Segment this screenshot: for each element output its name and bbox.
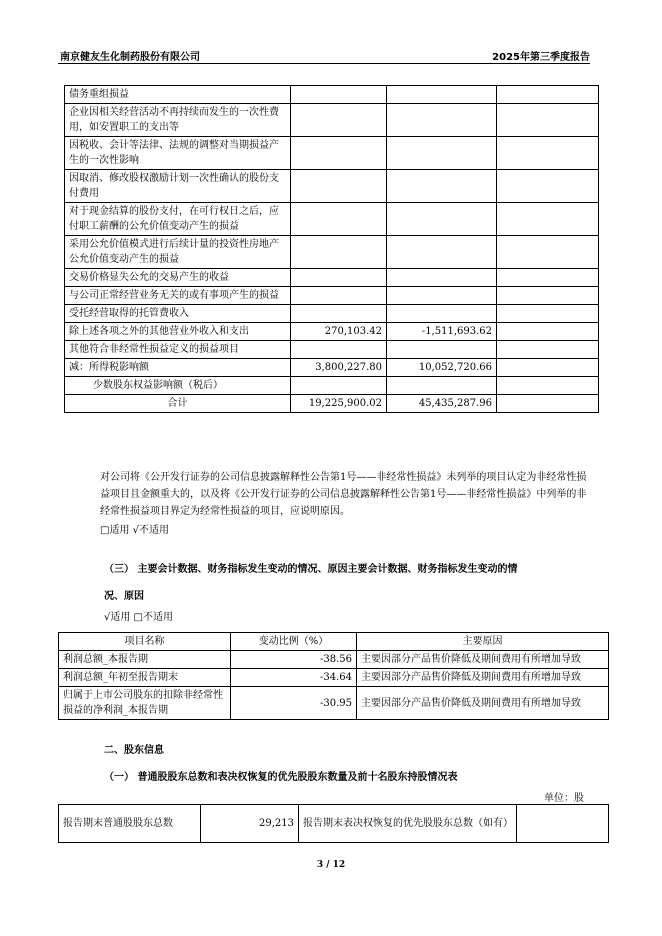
row-label: 因取消、修改股权激励计划一次性确认的股份支付费用 <box>65 170 291 203</box>
row-value-current <box>291 377 387 395</box>
preferred-shareholders-value <box>517 805 609 843</box>
table-row <box>59 687 609 720</box>
row-value-ytd <box>387 269 497 287</box>
row-value-current <box>291 341 387 359</box>
table-row <box>59 651 609 669</box>
change-table-header-row <box>59 633 609 651</box>
change-ratio-cell: -38.56 <box>231 651 357 669</box>
table-row <box>65 137 599 170</box>
row-value-ytd <box>387 137 497 170</box>
change-reason-cell: 主要因部分产品售价降低及期间费用有所增加导致 <box>357 651 609 669</box>
row-note <box>497 341 599 359</box>
table-row <box>65 236 599 269</box>
applicability-options-2: √适用 □不适用 <box>104 612 173 623</box>
row-value-ytd <box>387 236 497 269</box>
row-label: 与公司正常经营业务无关的或有事项产生的损益 <box>65 287 291 305</box>
table-row <box>65 269 599 287</box>
row-value-current <box>291 170 387 203</box>
header-company: 南京健友生化制药股份有限公司 <box>60 52 200 63</box>
table-row <box>65 86 599 104</box>
table-row <box>65 104 599 137</box>
col-header-ratio: 变动比例（%） <box>231 633 357 651</box>
header-divider <box>58 63 590 64</box>
shareholder-count-row <box>59 805 609 843</box>
row-label: 少数股东权益影响额（税后） <box>65 377 291 395</box>
row-value-ytd <box>387 287 497 305</box>
row-note <box>497 305 599 323</box>
col-header-reason: 主要原因 <box>357 633 609 651</box>
row-note <box>497 236 599 269</box>
explanation-paragraph: 对公司将《公开发行证券的公司信息披露解释性公告第1号——非经常性损益》未列举的项目认定为非经常性损益项目且金额重大的，以及将《公开发行证券的公司信息披露解释性公告第1号——非经常性损益》中列举的非经常性损益项目界定为经常性损益的项目，应说明原因。 <box>100 472 587 517</box>
row-value-ytd <box>387 377 497 395</box>
row-note <box>497 395 599 413</box>
row-label: 减：所得税影响额 <box>65 359 291 377</box>
shareholders-subsection-title: （一） 普通股股东总数和表决权恢复的优先股股东数量及前十名股东持股情况表 <box>104 772 458 783</box>
row-note <box>497 323 599 341</box>
unit-label: 单位：股 <box>544 793 584 804</box>
row-label: 除上述各项之外的其他营业外收入和支出 <box>65 323 291 341</box>
applicability-options-1: □适用 √不适用 <box>100 525 169 536</box>
table-row <box>65 395 599 413</box>
page-number: 3 / 12 <box>316 860 346 870</box>
row-value-current <box>291 86 387 104</box>
change-reason-cell: 主要因部分产品售价降低及期间费用有所增加导致 <box>357 687 609 720</box>
row-label: 对于现金结算的股份支付，在可行权日之后，应付职工薪酬的公允价值变动产生的损益 <box>65 203 291 236</box>
section3-title-line2: 况、原因 <box>104 591 144 602</box>
row-value-ytd: -1,511,693.62 <box>387 323 497 341</box>
shareholder-count-table <box>58 804 609 843</box>
row-label: 交易价格显失公允的交易产生的收益 <box>65 269 291 287</box>
row-value-current: 19,225,900.02 <box>291 395 387 413</box>
table-row <box>59 669 609 687</box>
row-value-ytd <box>387 341 497 359</box>
header-report-title: 2025年第三季度报告 <box>492 52 590 63</box>
change-name-cell: 利润总额_本报告期 <box>59 651 231 669</box>
row-value-ytd <box>387 305 497 323</box>
row-value-current <box>291 203 387 236</box>
row-note <box>497 203 599 236</box>
change-reasons-table <box>58 632 609 720</box>
section3-title-line1: （三） 主要会计数据、财务指标发生变动的情况、原因主要会计数据、财务指标发生变动的情 <box>104 564 518 575</box>
row-label: 其他符合非经常性损益定义的损益项目 <box>65 341 291 359</box>
table-row <box>65 341 599 359</box>
change-reason-cell: 主要因部分产品售价降低及期间费用有所增加导致 <box>357 669 609 687</box>
table-row <box>65 170 599 203</box>
row-note <box>497 137 599 170</box>
row-label: 企业因相关经营活动不再持续而发生的一次性费用，如安置职工的支出等 <box>65 104 291 137</box>
non-recurring-items-table <box>64 85 599 413</box>
row-value-current: 270,103.42 <box>291 323 387 341</box>
row-note <box>497 377 599 395</box>
table-row <box>65 323 599 341</box>
table-row <box>65 203 599 236</box>
change-name-cell: 利润总额_年初至报告期末 <box>59 669 231 687</box>
row-value-current <box>291 287 387 305</box>
row-value-current <box>291 269 387 287</box>
row-label: 受托经营取得的托管费收入 <box>65 305 291 323</box>
preferred-shareholders-label: 报告期末表决权恢复的优先股股东总数（如有） <box>299 805 517 843</box>
row-value-ytd <box>387 104 497 137</box>
row-value-current <box>291 137 387 170</box>
table-row <box>65 287 599 305</box>
row-note <box>497 287 599 305</box>
common-shareholders-value: 29,213 <box>201 805 299 843</box>
row-label: 债务重组损益 <box>65 86 291 104</box>
row-value-ytd <box>387 170 497 203</box>
change-ratio-cell: -34.64 <box>231 669 357 687</box>
shareholders-section-title: 二、股东信息 <box>104 745 164 756</box>
common-shareholders-label: 报告期末普通股股东总数 <box>59 805 201 843</box>
row-note <box>497 170 599 203</box>
row-label: 采用公允价值模式进行后续计量的投资性房地产公允价值变动产生的损益 <box>65 236 291 269</box>
row-value-current <box>291 305 387 323</box>
col-header-name: 项目名称 <box>59 633 231 651</box>
row-value-current <box>291 104 387 137</box>
table-row <box>65 305 599 323</box>
row-value-current: 3,800,227.80 <box>291 359 387 377</box>
row-value-ytd: 45,435,287.96 <box>387 395 497 413</box>
row-label: 因税收、会计等法律、法规的调整对当期损益产生的一次性影响 <box>65 137 291 170</box>
table-row <box>65 359 599 377</box>
row-note <box>497 104 599 137</box>
row-note <box>497 86 599 104</box>
row-value-ytd: 10,052,720.66 <box>387 359 497 377</box>
row-value-current <box>291 236 387 269</box>
change-name-cell: 归属于上市公司股东的扣除非经常性损益的净利润_本报告期 <box>59 687 231 720</box>
table-row <box>65 377 599 395</box>
change-ratio-cell: -30.95 <box>231 687 357 720</box>
row-note <box>497 359 599 377</box>
row-note <box>497 269 599 287</box>
row-value-ytd <box>387 86 497 104</box>
row-value-ytd <box>387 203 497 236</box>
row-label: 合计 <box>65 395 291 413</box>
